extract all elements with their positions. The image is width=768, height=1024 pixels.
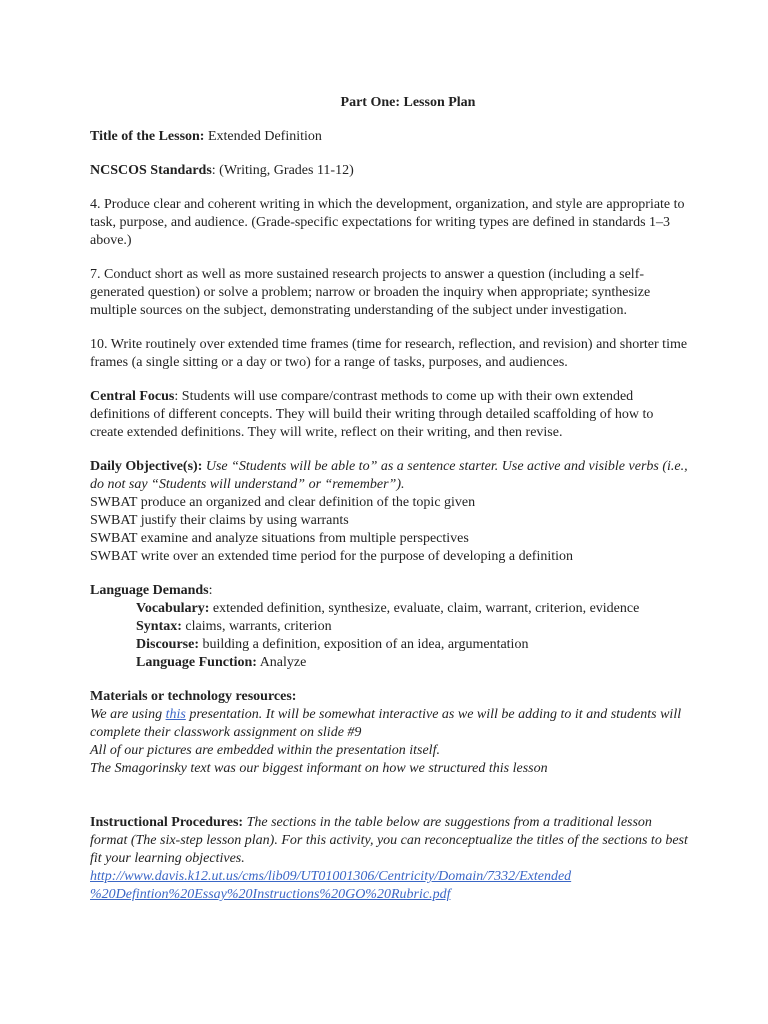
vocabulary-label: Vocabulary: [136,601,210,616]
language-demands-label: Language Demands [90,583,209,598]
procedures-url-line [90,868,690,904]
lesson-title-value: Extended Definition [207,129,322,144]
discourse-label: Discourse: [136,637,199,652]
standards-label: NCSCOS Standards [90,163,212,178]
standard-10: 10. Write routinely over extended time frames (time for research, reflection, and revision) and shorter time frames (a single sitting or a day or two) for a range of tasks, purposes, and audiences. [90,337,688,370]
materials-text-a: We are using [90,707,166,722]
materials-line-3 [90,760,690,778]
procedures-label: Instructional Procedures: [90,815,244,830]
lesson-title-line [90,128,690,146]
discourse-text: building a definition, exposition of an idea, argumentation [199,637,529,652]
materials-section [90,688,690,778]
objective-item: SWBAT produce an organized and clear definition of the topic given [90,495,476,510]
materials-text-b: presentation. It will be somewhat interactive as we will be adding to it and students will complete their classwork assignment on slide #9 [90,707,682,740]
materials-heading [90,688,690,706]
page-title: Part One: Lesson Plan [340,95,476,110]
daily-objectives-label: Daily Objective(s): [90,459,203,474]
daily-objectives-section [90,458,690,566]
procedures-instruction: The sections in the table below are suggestions from a traditional lesson format (The six-step lesson plan). For this activity, you can reconceptualize the titles of the sections to best fit your learning objectives. [90,815,688,866]
central-focus-text: : Students will use compare/contrast methods to come up with their own extended definitions of different concepts. They will build their writing through detailed scaffolding of how to create extended definitions. They will write, reflect on their writing, and then revise. [90,389,654,440]
presentation-link[interactable]: this [165,707,186,722]
materials-pictures-text: All of our pictures are embedded within the presentation itself. [90,743,440,758]
syntax-text: claims, warrants, criterion [181,619,332,634]
objective-item: SWBAT examine and analyze situations from multiple perspectives [90,531,469,546]
language-function-line [90,654,690,672]
language-demands-section [90,582,690,672]
materials-line-2 [90,742,690,760]
language-function-label: Language Function: [136,655,257,670]
vocabulary-line [90,600,690,618]
objective-item: SWBAT write over an extended time period for the purpose of developing a definition [90,549,573,564]
materials-label: Materials or technology resources: [90,689,297,704]
central-focus [90,388,690,442]
procedures-heading [90,814,690,868]
lesson-title-label: Title of the Lesson: [90,129,205,144]
discourse-line [90,636,690,654]
rubric-url-link-1[interactable]: http://www.davis.k12.ut.us/cms/lib09/UT01001306/Centricity/Domain/7332/Extended [90,869,572,884]
procedures-section [90,814,690,904]
daily-objectives-instruction: Use “Students will be able to” as a sentence starter. Use active and visible verbs (i.e., do not say “Students will understand” or “remember”). [90,459,688,492]
central-focus-label: Central Focus [90,389,175,404]
standard-7: 7. Conduct short as well as more sustained research projects to answer a question (including a self-generated question) or solve a problem; narrow or broaden the inquiry when appropriate; synthesize multiple sources on the subject, demonstrating understanding of the subject under investigation. [90,267,651,318]
standard-4: 4. Produce clear and coherent writing in which the development, organization, and style are appropriate to task, purpose, and audience. (Grade-specific expectations for writing types are defined in standards 1–3 above.) [90,197,685,248]
vocabulary-text: extended definition, synthesize, evaluate, claim, warrant, criterion, evidence [209,601,640,616]
language-function-text: Analyze [256,655,307,670]
materials-smagorinsky-text: The Smagorinsky text was our biggest informant on how we structured this lesson [90,761,548,776]
syntax-label: Syntax: [136,619,182,634]
materials-line-1 [90,706,690,742]
syntax-line [90,618,690,636]
language-demands-heading [90,582,690,600]
standards-value: : (Writing, Grades 11-12) [211,163,354,178]
rubric-url-link-2[interactable]: %20Defintion%20Essay%20Instructions%20GO%20Rubric.pdf [90,887,451,902]
language-demands-colon: : [208,583,213,598]
standards-line [90,162,690,180]
daily-objectives-heading [90,458,690,494]
lesson-plan-document [90,94,690,904]
objective-item: SWBAT justify their claims by using warrants [90,513,349,528]
